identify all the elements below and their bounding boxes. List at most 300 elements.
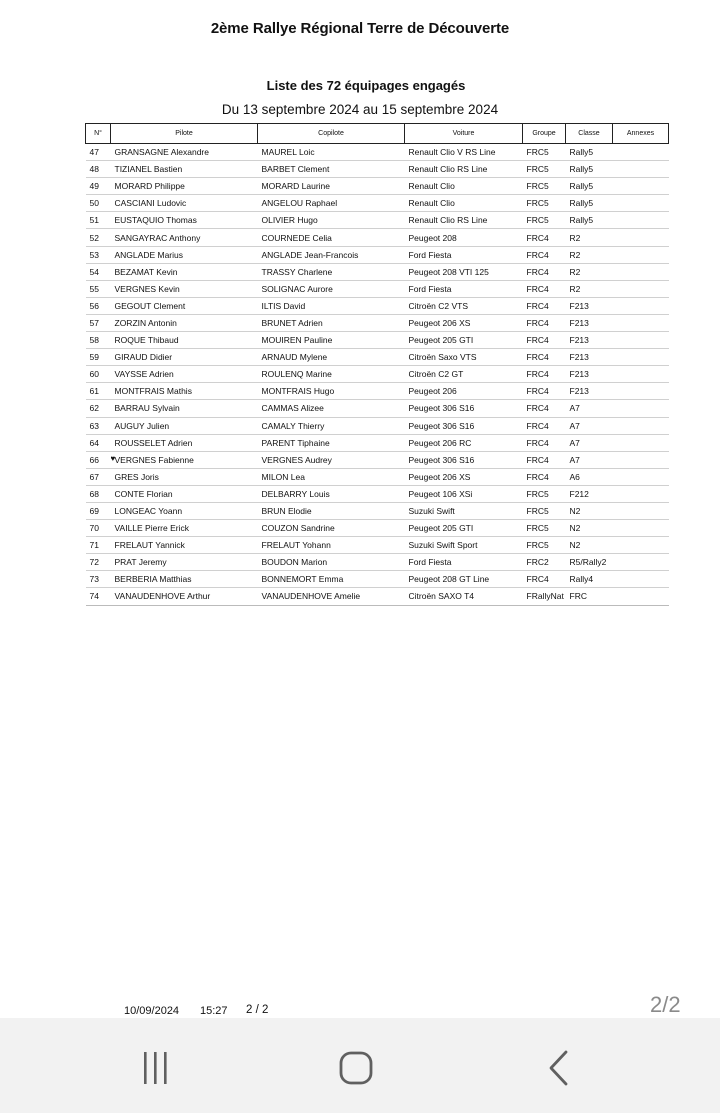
cell-car [405,383,523,400]
cell-text: FRC5 [526,523,549,534]
cell-car [405,520,523,537]
print-date: 10/09/2024 [124,1005,180,1017]
cell-text: FRC4 [526,420,549,431]
cell-pilot [111,246,258,263]
cell-copilot [258,246,405,263]
cell-group [523,314,566,331]
cell-copilot [258,178,405,195]
cell-class [566,554,613,571]
cell-group [523,246,566,263]
cell-annexes [613,366,669,383]
table-row [86,246,669,263]
cell-group [523,144,566,161]
cell-text: 61 [89,386,99,397]
cell-text: BOUDON Marion [261,557,328,568]
cell-text: Rally5 [569,181,594,192]
cell-pilot [111,485,258,502]
cell-group [523,161,566,178]
cell-num [86,246,111,263]
cell-text: A7 [569,403,580,414]
cell-text: 66 [89,454,99,465]
document-title: 2ème Rallye Régional Terre de Découverte [210,20,510,37]
cell-text: N2 [569,506,581,517]
table-row [86,485,669,502]
table-row [86,297,669,314]
cell-pilot [111,571,258,588]
cell-pilot [111,537,258,554]
cell-text: 70 [89,523,99,534]
cell-text: FRC4 [526,352,549,363]
cell-text: Suzuki Swift Sport [408,540,478,551]
cell-copilot [258,332,405,349]
cell-annexes [613,314,669,331]
cell-class [566,502,613,519]
cell-group [523,468,566,485]
cell-text: 47 [89,147,99,158]
cell-text: VERGNES Audrey [261,454,332,465]
cell-annexes [613,468,669,485]
cell-num [86,537,111,554]
header-group: Groupe [523,124,566,144]
cell-text: 64 [89,437,99,448]
cell-car [405,144,523,161]
cell-car [405,588,523,605]
table-row [86,417,669,434]
cell-text: A7 [569,437,580,448]
table-row [86,451,669,468]
cell-car [405,502,523,519]
cell-pilot [111,195,258,212]
cell-car [405,554,523,571]
table-row [86,280,669,297]
table-row [86,349,669,366]
cell-text: Renault Clio RS Line [408,164,488,175]
cell-text: Suzuki Swift [408,506,455,517]
cell-text: F212 [569,488,589,499]
cell-text: VERGNES Kevin [114,283,180,294]
cell-pilot [111,212,258,229]
cell-num [86,571,111,588]
cell-text: FRC5 [526,215,549,226]
cell-text: 49 [89,181,99,192]
cell-text: 72 [89,557,99,568]
cell-annexes [613,144,669,161]
cell-copilot [258,417,405,434]
cell-num [86,297,111,314]
cell-text: FRC5 [526,198,549,209]
cell-text: Ford Fiesta [408,249,452,260]
cell-text: TIZIANEL Bastien [114,164,183,175]
cell-class [566,571,613,588]
cell-text: TRASSY Charlene [261,266,333,277]
cell-text: FRC5 [526,506,549,517]
cell-copilot [258,349,405,366]
cell-group [523,212,566,229]
cell-text: Peugeot 306 S16 [408,454,475,465]
cell-copilot [258,229,405,246]
header-car: Voiture [405,124,523,144]
document-subtitle: Liste des 72 équipages engagés [266,78,466,93]
cell-pilot [111,554,258,571]
cell-pilot [111,349,258,366]
cell-class [566,349,613,366]
cell-text: 60 [89,369,99,380]
cell-copilot [258,554,405,571]
cell-pilot [111,280,258,297]
cell-group [523,520,566,537]
cell-text: Peugeot 205 GTI [408,335,474,346]
cell-group [523,588,566,605]
cell-num [86,417,111,434]
header-num: N° [86,124,111,144]
cell-text: Renault Clio RS Line [408,215,488,226]
cell-copilot [258,212,405,229]
cell-text: 67 [89,471,99,482]
cell-car [405,468,523,485]
cell-text: SANGAYRAC Anthony [114,232,201,243]
cell-text: FRELAUT Yohann [261,540,331,551]
header-annexes: Annexes [613,124,669,144]
cell-text: 57 [89,317,99,328]
cell-pilot [111,400,258,417]
cell-text: GRES Joris [114,471,159,482]
cell-text: Renault Clio [408,198,455,209]
cell-num [86,434,111,451]
cell-text: FRC [569,591,587,602]
cell-text: Peugeot 206 XS [408,471,471,482]
cell-annexes [613,417,669,434]
heart-icon: ♥ [110,453,116,463]
back-icon [538,1048,578,1088]
cell-text: 68 [89,488,99,499]
cell-text: VANAUDENHOVE Arthur [114,591,211,602]
cell-annexes [613,383,669,400]
header-copilot: Copilote [258,124,405,144]
cell-text: 50 [89,198,99,209]
print-time: 15:27 [200,1005,228,1017]
cell-text: F213 [569,300,589,311]
cell-annexes [613,246,669,263]
cell-annexes [613,520,669,537]
cell-text: PARENT Tiphaine [261,437,330,448]
cell-text: ILTIS David [261,300,306,311]
table-row [86,332,669,349]
cell-text: FRC4 [526,471,549,482]
cell-copilot [258,400,405,417]
cell-group [523,554,566,571]
cell-text: FRC4 [526,249,549,260]
cell-text: BARBET Clement [261,164,330,175]
cell-num [86,400,111,417]
cell-text: F213 [569,335,589,346]
cell-class [566,263,613,280]
cell-car [405,332,523,349]
cell-text: Peugeot 205 GTI [408,523,474,534]
cell-text: BEZAMAT Kevin [114,266,178,277]
cell-text: BARRAU Sylvain [114,403,180,414]
cell-num [86,212,111,229]
cell-text: Peugeot 306 S16 [408,403,475,414]
cell-annexes [613,229,669,246]
cell-group [523,280,566,297]
cell-group [523,297,566,314]
cell-num [86,280,111,297]
cell-class [566,161,613,178]
cell-annexes [613,212,669,229]
cell-text: Renault Clio [408,181,455,192]
cell-car [405,349,523,366]
cell-copilot [258,588,405,605]
cell-annexes [613,263,669,280]
cell-text: ANGLADE Jean-Francois [261,249,359,260]
cell-text: ROUSSELET Adrien [114,437,193,448]
cell-text: 54 [89,266,99,277]
cell-class [566,297,613,314]
cell-text: ZORZIN Antonin [114,317,177,328]
recent-apps-button[interactable] [125,1048,185,1088]
cell-text: 51 [89,215,99,226]
cell-num [86,195,111,212]
cell-num [86,588,111,605]
cell-class [566,383,613,400]
cell-group [523,502,566,519]
cell-num [86,314,111,331]
cell-car [405,246,523,263]
cell-text: Renault Clio V RS Line [408,147,496,158]
cell-copilot [258,280,405,297]
cell-class [566,417,613,434]
cell-annexes [613,161,669,178]
cell-num [86,229,111,246]
cell-text: F213 [569,317,589,328]
cell-annexes [613,178,669,195]
cell-text: 71 [89,540,99,551]
cell-copilot [258,314,405,331]
cell-annexes [613,485,669,502]
cell-car [405,161,523,178]
cell-text: 63 [89,420,99,431]
cell-pilot [111,417,258,434]
cell-class [566,212,613,229]
cell-car [405,417,523,434]
cell-text: Citroën SAXO T4 [408,591,475,602]
cell-text: Rally5 [569,215,594,226]
cell-car [405,314,523,331]
cell-text: A7 [569,454,580,465]
event-dates: Du 13 septembre 2024 au 15 septembre 2024 [221,102,499,117]
cell-text: FRC4 [526,454,549,465]
cell-text: R2 [569,266,581,277]
cell-car [405,263,523,280]
cell-text: MAUREL Loic [261,147,315,158]
table-row [86,212,669,229]
home-icon [336,1048,376,1088]
cell-copilot [258,263,405,280]
cell-copilot [258,297,405,314]
cell-text: FRC5 [526,181,549,192]
cell-pilot [111,178,258,195]
cell-group [523,417,566,434]
cell-text: GIRAUD Didier [114,352,173,363]
table-row [86,588,669,605]
cell-text: CAMALY Thierry [261,420,325,431]
cell-pilot [111,297,258,314]
cell-num [86,144,111,161]
cell-text: N2 [569,540,581,551]
cell-copilot [258,195,405,212]
cell-text: Citroën Saxo VTS [408,352,477,363]
print-page-number: 2 / 2 [246,1004,269,1016]
cell-annexes [613,195,669,212]
cell-num [86,383,111,400]
cell-text: GRANSAGNE Alexandre [114,147,209,158]
cell-num [86,554,111,571]
cell-text: 59 [89,352,99,363]
cell-car [405,297,523,314]
cell-car [405,400,523,417]
cell-class [566,434,613,451]
cell-text: Peugeot 206 RC [408,437,472,448]
cell-text: FRC4 [526,403,549,414]
cell-text: 55 [89,283,99,294]
cell-text: F213 [569,369,589,380]
cell-text: Peugeot 208 VTI 125 [408,266,489,277]
table-header-row [86,124,669,144]
cell-copilot [258,485,405,502]
cell-text: FRC4 [526,437,549,448]
cell-copilot [258,537,405,554]
cell-class [566,178,613,195]
cell-class [566,537,613,554]
cell-text: Ford Fiesta [408,283,452,294]
navigation-bar [0,1018,720,1113]
cell-text: Ford Fiesta [408,557,452,568]
cell-class [566,246,613,263]
cell-text: ROULENQ Marine [261,369,332,380]
cell-text: 56 [89,300,99,311]
cell-class [566,400,613,417]
cell-text: Peugeot 208 GT Line [408,574,490,585]
cell-num [86,161,111,178]
cell-text: FRC4 [526,232,549,243]
table-row [86,502,669,519]
back-button[interactable] [528,1048,588,1088]
cell-car [405,571,523,588]
cell-text: BRUNET Adrien [261,317,323,328]
cell-text: VANAUDENHOVE Amelie [261,591,361,602]
table-row [86,554,669,571]
cell-text: 52 [89,232,99,243]
cell-text: FRC5 [526,488,549,499]
cell-text: R2 [569,232,581,243]
cell-text: LONGEAC Yoann [114,506,183,517]
entries-table [85,123,669,606]
cell-text: AUGUY Julien [114,420,170,431]
recent-apps-icon [135,1051,175,1085]
cell-annexes [613,554,669,571]
cell-annexes [613,400,669,417]
cell-group [523,451,566,468]
cell-group [523,332,566,349]
cell-text: FRC4 [526,300,549,311]
table-row [86,520,669,537]
header-class: Classe [566,124,613,144]
cell-group [523,263,566,280]
cell-class [566,451,613,468]
cell-text: R2 [569,283,581,294]
cell-text: MONTFRAIS Hugo [261,386,335,397]
cell-class [566,144,613,161]
table-row [86,468,669,485]
cell-group [523,537,566,554]
cell-car [405,434,523,451]
cell-group [523,400,566,417]
cell-num [86,520,111,537]
cell-text: BONNEMORT Emma [261,574,344,585]
cell-text: FRC4 [526,266,549,277]
cell-num [86,349,111,366]
cell-text: FRC4 [526,574,549,585]
cell-text: Peugeot 206 XS [408,317,471,328]
cell-pilot [111,332,258,349]
cell-text: FRC4 [526,386,549,397]
cell-copilot [258,383,405,400]
cell-text: BERBERIA Matthias [114,574,192,585]
table-row [86,383,669,400]
cell-pilot [111,229,258,246]
cell-pilot [111,468,258,485]
cell-text: F213 [569,386,589,397]
cell-copilot [258,520,405,537]
cell-text: 69 [89,506,99,517]
cell-group [523,195,566,212]
cell-text: MORARD Philippe [114,181,185,192]
cell-annexes [613,297,669,314]
cell-text: N2 [569,523,581,534]
cell-text: VAYSSE Adrien [114,369,174,380]
cell-text: A7 [569,420,580,431]
cell-text: Rally5 [569,198,594,209]
cell-group [523,485,566,502]
cell-class [566,314,613,331]
cell-num [86,468,111,485]
cell-pilot [111,263,258,280]
cell-text: CASCIANI Ludovic [114,198,187,209]
cell-text: Peugeot 206 [408,386,457,397]
cell-text: BRUN Elodie [261,506,312,517]
cell-class [566,588,613,605]
cell-text: MORARD Laurine [261,181,330,192]
cell-num [86,178,111,195]
cell-num [86,485,111,502]
cell-annexes [613,280,669,297]
table-row [86,434,669,451]
cell-text: MONTFRAIS Mathis [114,386,192,397]
cell-pilot [111,383,258,400]
cell-text: ARNAUD Mylene [261,352,328,363]
cell-class [566,229,613,246]
cell-text: CAMMAS Alizee [261,403,324,414]
table-row [86,571,669,588]
home-button[interactable] [326,1048,386,1088]
cell-text: MILON Lea [261,471,305,482]
cell-text: PRAT Jeremy [114,557,167,568]
cell-text: SOLIGNAC Aurore [261,283,333,294]
cell-class [566,332,613,349]
cell-text: FRC2 [526,557,549,568]
cell-copilot [258,502,405,519]
cell-pilot [111,161,258,178]
